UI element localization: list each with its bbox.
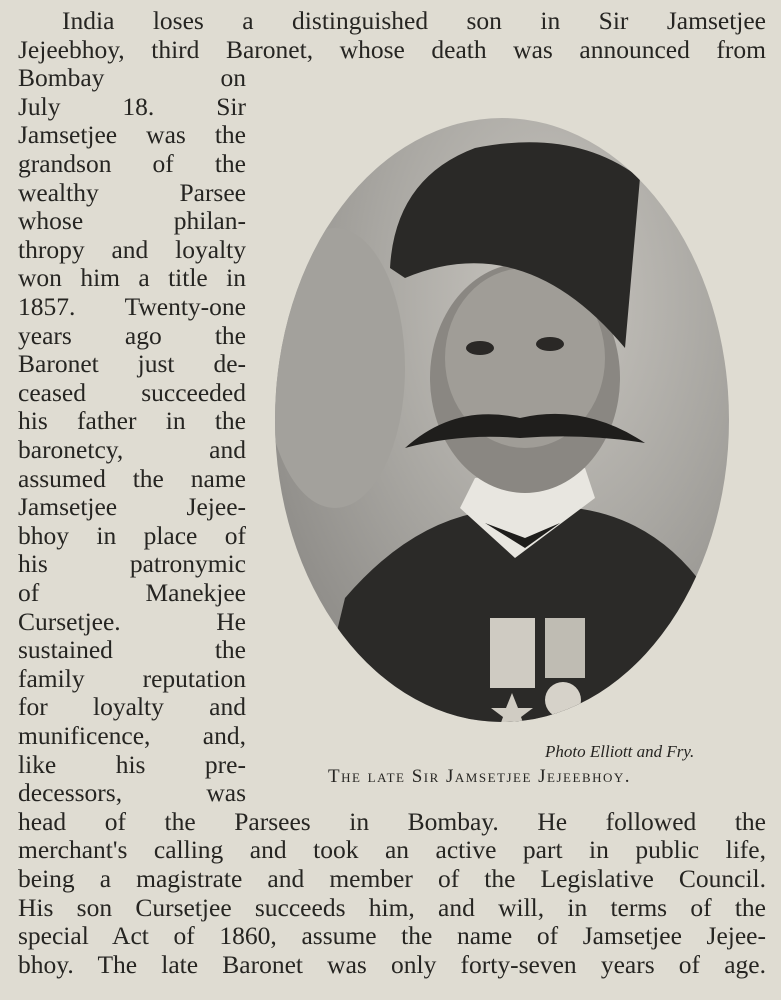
article-line: 1857. Twenty-one bbox=[18, 292, 246, 321]
article-line: his patronymic bbox=[18, 549, 246, 579]
portrait-illustration bbox=[275, 118, 729, 722]
article-line: thropy and loyalty bbox=[18, 234, 246, 264]
article-line: grandson of the bbox=[18, 149, 246, 178]
article-line: sustained the bbox=[18, 635, 246, 665]
article-line: assumed the name bbox=[18, 463, 246, 493]
article-line: His son Cursetjee succeeds him, and will, in terms of the bbox=[18, 892, 766, 922]
article-line: family reputation bbox=[18, 663, 246, 693]
photo-credit: Photo Elliott and Fry. bbox=[545, 742, 695, 761]
article-line: India loses a distinguished son in Sir Jamsetjee bbox=[62, 6, 766, 35]
article-line: ceased succeeded bbox=[18, 377, 246, 407]
article-line: Jejeebhoy, third Baronet, whose death was announced from bbox=[18, 34, 766, 64]
article-line: won him a title in bbox=[18, 263, 246, 293]
portrait-photo bbox=[275, 118, 729, 722]
article-line: baronetcy, and bbox=[18, 435, 246, 464]
article-line: Jamsetjee was the bbox=[18, 120, 246, 150]
article-line: Cursetjee. He bbox=[18, 606, 246, 636]
article-line: whose philan- bbox=[18, 206, 246, 236]
article-line: his father in the bbox=[18, 406, 246, 436]
article-line: munificence, and, bbox=[18, 721, 246, 750]
article-line: bhoy. The late Baronet was only forty-seven years of age. bbox=[18, 949, 766, 979]
article-line: decessors, was bbox=[18, 778, 246, 808]
article-line: bhoy in place of bbox=[18, 520, 246, 550]
article-line: Jamsetjee Jejee- bbox=[18, 492, 246, 522]
article-line: of Manekjee bbox=[18, 578, 246, 607]
article-line: special Act of 1860, assume the name of Jamsetjee Jejee- bbox=[18, 921, 766, 951]
figure-caption: The late Sir Jamsetjee Jejeebhoy. bbox=[328, 766, 632, 787]
article-line: Baronet just de- bbox=[18, 349, 246, 379]
article-line: head of the Parsees in Bombay. He followed the bbox=[18, 806, 766, 836]
article-line: July 18. Sir bbox=[18, 91, 246, 121]
article-line: Bombay on bbox=[18, 63, 246, 93]
article-line: like his pre- bbox=[18, 749, 246, 779]
article-line: merchant's calling and took an active part in public life, bbox=[18, 835, 766, 865]
article-line: years ago the bbox=[18, 320, 246, 350]
article-line: wealthy Parsee bbox=[18, 177, 246, 207]
article-line: for loyalty and bbox=[18, 692, 246, 722]
article-line: being a magistrate and member of the Legislative Council. bbox=[18, 864, 766, 893]
